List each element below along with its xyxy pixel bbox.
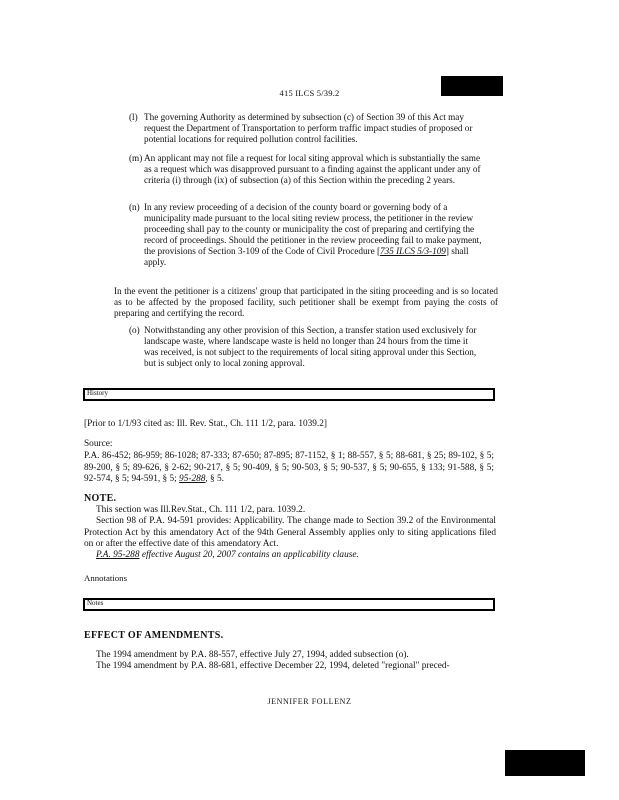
subsection-text: An applicant may not file a request for local siting approval which is substantially the same as a request which was disapproved pursuant to a finding against the applicant under any of criteria (i) through (ix) of subsection (a) of this Section within the preceding 2 years. — [144, 153, 481, 185]
note-line2: Section 98 of P.A. 94-591 provides: Applicability. The change made to Section 39.2 of the Environmental Protection Act by this amendatory Act of the 94th General Assembly applies only to siting applications filed on or after the effective date of this amendatory Act. — [84, 516, 496, 549]
annotations-label: Annotations — [84, 573, 128, 583]
redaction-block-bottom — [505, 750, 585, 776]
note-line1: This section was Ill.Rev.Stat., Ch. 111 1/2, para. 1039.2. — [96, 505, 306, 515]
effect-heading: EFFECT OF AMENDMENTS. — [84, 630, 224, 641]
history-box-label: History — [87, 389, 108, 397]
subsection-label: (l) — [129, 112, 138, 122]
subsection-label: (o) — [129, 325, 140, 335]
subsection-label: (m) — [129, 153, 143, 163]
effect-line1: The 1994 amendment by P.A. 88-557, effective July 27, 1994, added subsection (o). — [96, 650, 409, 660]
subsection-text: In any review proceeding of a decision of the county board or governing body of a municipality made pursuant to the local siting review process, the petitioner in the review proceeding shall pay to the county or municipality the cost of preparing and certifying the record of proceedings. Should the petitioner in the review proceeding fail to make payment, the provisions of Section 3-109 of the Code of Civil Procedure [735 ILCS 5/3-109] shall apply. — [144, 202, 482, 267]
page-footer-name: JENNIFER FOLLENZ — [267, 697, 352, 706]
statute-link[interactable]: 735 ILCS 5/3-109 — [380, 246, 446, 256]
notes-box — [83, 598, 495, 611]
subsection-text: The governing Authority as determined by subsection (c) of Section 39 of this Act may request the Department of Transportation to perform traffic impact studies of proposed or potential locations for required pollution control facilities. — [144, 112, 473, 144]
notes-box-label: Notes — [87, 599, 104, 607]
subsection-label: (n) — [129, 202, 140, 212]
prior-citation: [Prior to 1/1/93 cited as: Ill. Rev. Stat., Ch. 111 1/2, para. 1039.2] — [84, 419, 327, 429]
source-heading: Source: — [84, 439, 113, 449]
page-citation: 415 ILCS 5/39.2 — [279, 88, 340, 98]
effect-line2: The 1994 amendment by P.A. 88-681, effective December 22, 1994, deleted "regional" preced- — [96, 661, 450, 671]
source-link[interactable]: 95-288 — [179, 474, 206, 484]
note-heading: NOTE. — [84, 493, 117, 504]
note-applicability: P.A. 95-288 effective August 20, 2007 contains an applicability clause. — [96, 550, 359, 560]
note-link[interactable]: P.A. 95-288 — [96, 550, 140, 560]
history-box — [83, 388, 495, 401]
petitioner-paragraph: In the event the petitioner is a citizens' group that participated in the siting proceeding and is so located as to be affected by the proposed facility, such petitioner shall be exempt from paying the costs of preparing and certifying the record. — [114, 286, 498, 318]
source-text: P.A. 86-452; 86-959; 86-1028; 87-333; 87-650; 87-895; 87-1152, § 1; 88-557, § 5; 88-681, § 25; 89-102, § 5; 89-200, § 5; 89-626, § 2-62; 90-217, § 5; 90-409, § 5; 90-503, § 5; 90-537, § 5; 90-655, § 133; 91-588, § 5; 92-574, § 5; 94-591, § 5; 95-288, § 5. — [84, 451, 494, 484]
subsection-text: Notwithstanding any other provision of this Section, a transfer station used exclusively for landscape waste, where landscape waste is held no longer than 24 hours from the time it was received, is not subject to the requirements of local siting approval under this Section, but is subject only to local zoning approval. — [144, 325, 477, 368]
